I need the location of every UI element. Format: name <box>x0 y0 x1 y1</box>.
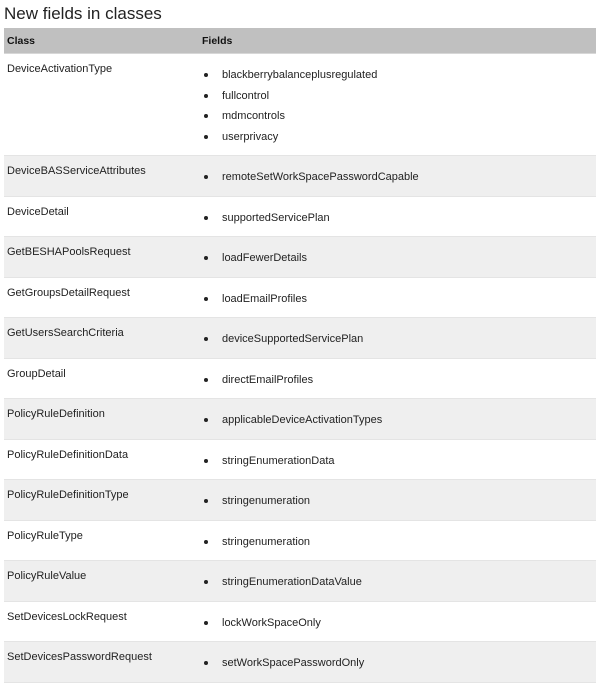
field-list <box>202 480 596 520</box>
fields-cell <box>202 480 596 521</box>
fields-cell <box>202 399 596 440</box>
table-row <box>4 277 596 318</box>
column-header-class: Class <box>4 28 202 54</box>
class-name-cell: PolicyRuleValue <box>4 561 202 602</box>
table-row <box>4 318 596 359</box>
field-list-item: lockWorkSpaceOnly <box>202 613 596 634</box>
field-list <box>202 440 596 480</box>
fields-cell <box>202 237 596 278</box>
class-name-cell: PolicyRuleType <box>4 520 202 561</box>
field-list <box>202 561 596 601</box>
table-row <box>4 480 596 521</box>
table-row <box>4 642 596 683</box>
table-row <box>4 520 596 561</box>
field-list-item: stringEnumerationData <box>202 451 596 472</box>
field-list <box>202 359 596 399</box>
class-name-cell: PolicyRuleDefinition <box>4 399 202 440</box>
class-name-cell: SetDevicesLockRequest <box>4 601 202 642</box>
field-list-item: setWorkSpacePasswordOnly <box>202 653 596 674</box>
fields-cell <box>202 439 596 480</box>
fields-cell <box>202 196 596 237</box>
fields-cell <box>202 277 596 318</box>
table-row <box>4 358 596 399</box>
field-list-item: stringenumeration <box>202 532 596 553</box>
fields-cell <box>202 520 596 561</box>
field-list <box>202 602 596 642</box>
field-list-item: loadEmailProfiles <box>202 289 596 310</box>
fields-cell <box>202 358 596 399</box>
field-list <box>202 642 596 682</box>
field-list-item: mdmcontrols <box>202 106 596 127</box>
table-row <box>4 156 596 197</box>
class-name-cell: DeviceActivationType <box>4 54 202 156</box>
fields-cell <box>202 318 596 359</box>
class-name-cell: PolicyRuleDefinitionData <box>4 439 202 480</box>
field-list <box>202 278 596 318</box>
field-list <box>202 54 596 155</box>
class-name-cell: GetGroupsDetailRequest <box>4 277 202 318</box>
class-name-cell: GetUsersSearchCriteria <box>4 318 202 359</box>
field-list <box>202 237 596 277</box>
field-list <box>202 197 596 237</box>
fields-cell <box>202 642 596 683</box>
field-list-item: directEmailProfiles <box>202 370 596 391</box>
table-row <box>4 601 596 642</box>
field-list-item: stringEnumerationDataValue <box>202 572 596 593</box>
table-row <box>4 237 596 278</box>
field-list-item: supportedServicePlan <box>202 208 596 229</box>
class-name-cell: GetBESHAPoolsRequest <box>4 237 202 278</box>
fields-cell <box>202 601 596 642</box>
table-row <box>4 399 596 440</box>
table-header-row <box>4 28 596 54</box>
table-body <box>4 54 596 683</box>
table-row <box>4 54 596 156</box>
column-header-fields: Fields <box>202 28 596 54</box>
field-list <box>202 399 596 439</box>
field-list-item: remoteSetWorkSpacePasswordCapable <box>202 167 596 188</box>
field-list-item: blackberrybalanceplusregulated <box>202 65 596 86</box>
table-row <box>4 439 596 480</box>
class-name-cell: SetDevicesPasswordRequest <box>4 642 202 683</box>
field-list <box>202 521 596 561</box>
field-list <box>202 318 596 358</box>
field-list <box>202 156 596 196</box>
class-name-cell: GroupDetail <box>4 358 202 399</box>
table-row <box>4 196 596 237</box>
class-name-cell: DeviceDetail <box>4 196 202 237</box>
field-list-item: stringenumeration <box>202 491 596 512</box>
class-name-cell: DeviceBASServiceAttributes <box>4 156 202 197</box>
field-list-item: loadFewerDetails <box>202 248 596 269</box>
field-list-item: userprivacy <box>202 127 596 148</box>
page-title: New fields in classes <box>4 4 162 23</box>
field-list-item: deviceSupportedServicePlan <box>202 329 596 350</box>
new-fields-table <box>4 28 596 683</box>
fields-cell <box>202 54 596 156</box>
fields-cell <box>202 156 596 197</box>
class-name-cell: PolicyRuleDefinitionType <box>4 480 202 521</box>
fields-cell <box>202 561 596 602</box>
table-row <box>4 561 596 602</box>
field-list-item: applicableDeviceActivationTypes <box>202 410 596 431</box>
field-list-item: fullcontrol <box>202 86 596 107</box>
